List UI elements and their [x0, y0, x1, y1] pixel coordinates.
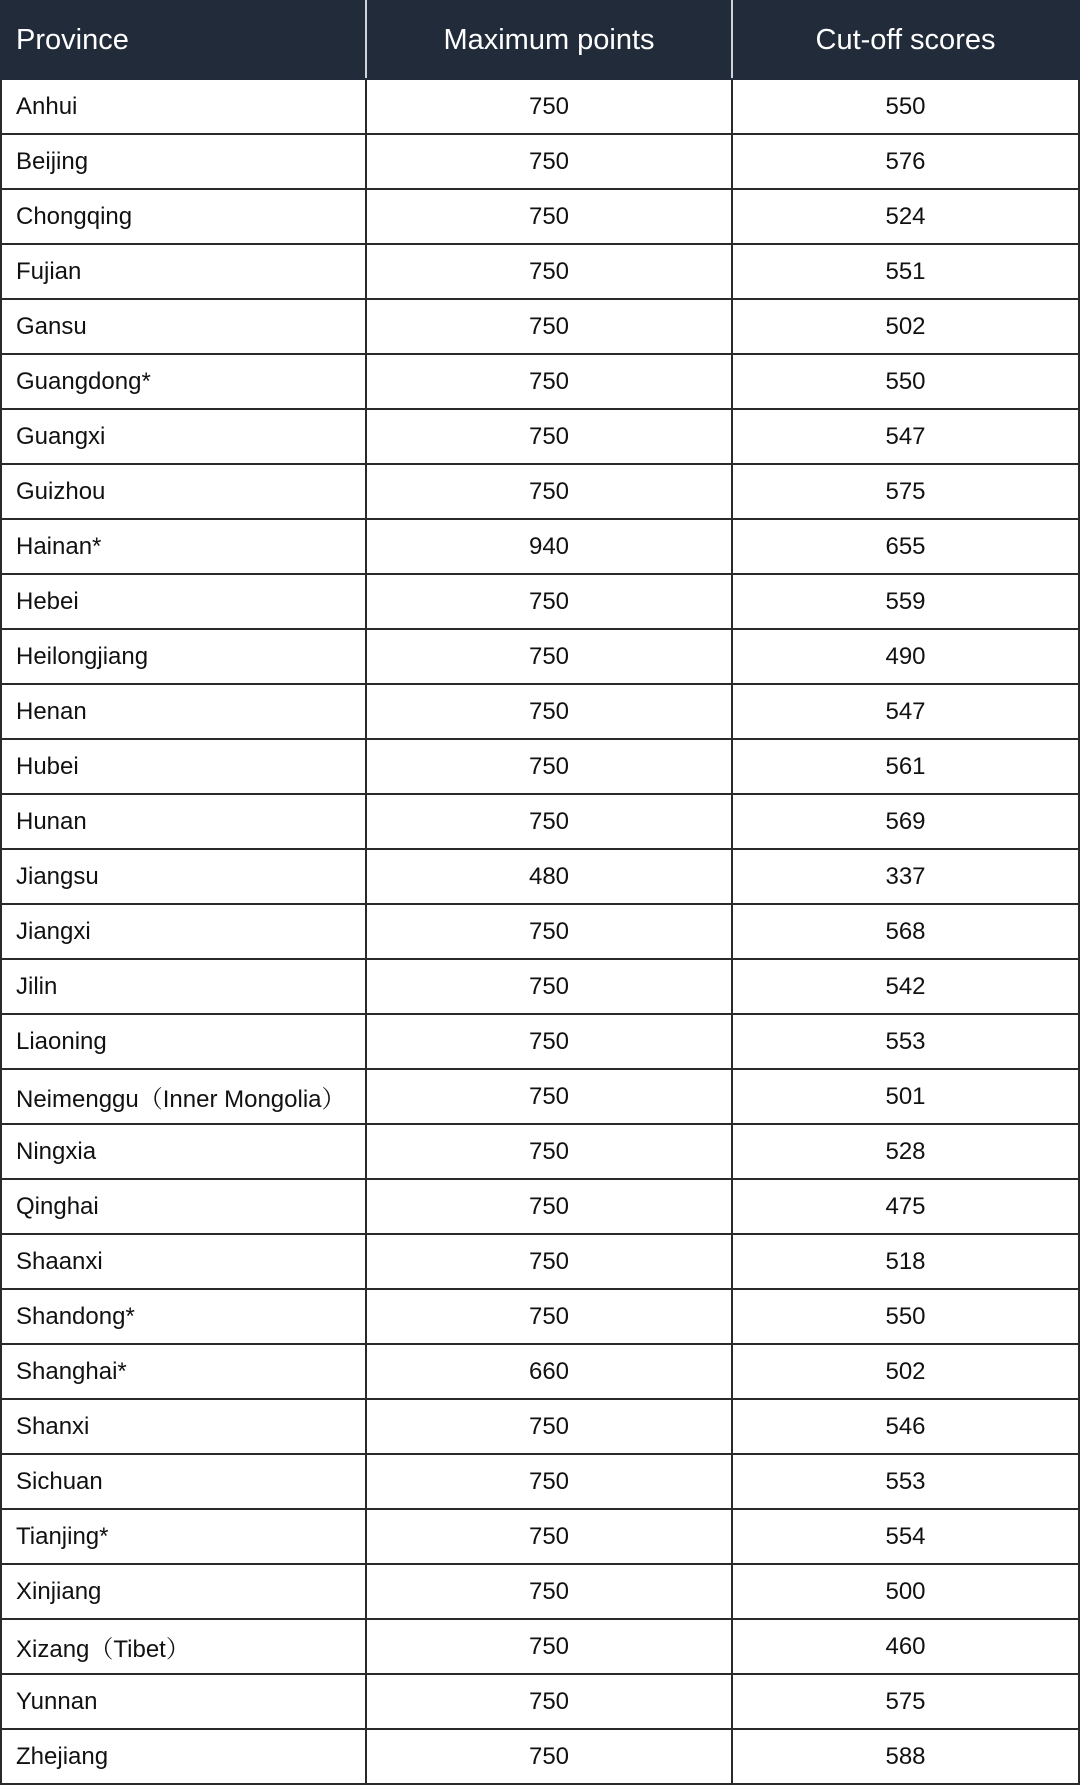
- maximum-points-cell: 750: [366, 79, 732, 134]
- province-cell: Hainan*: [1, 519, 366, 574]
- table-row: [1, 409, 1079, 464]
- table-row: [1, 849, 1079, 904]
- table-row: [1, 574, 1079, 629]
- cutoff-score-cell: 553: [732, 1014, 1079, 1069]
- province-cell: Chongqing: [1, 189, 366, 244]
- province-cell: Shanghai*: [1, 1344, 366, 1399]
- table-row: [1, 1454, 1079, 1509]
- table-row: [1, 684, 1079, 739]
- province-cell: Guangdong*: [1, 354, 366, 409]
- maximum-points-cell: 750: [366, 574, 732, 629]
- cutoff-score-cell: 569: [732, 794, 1079, 849]
- cutoff-score-cell: 490: [732, 629, 1079, 684]
- province-cell: Shaanxi: [1, 1234, 366, 1289]
- cutoff-score-cell: 524: [732, 189, 1079, 244]
- table-row: [1, 1564, 1079, 1619]
- header-province: Province: [1, 1, 366, 79]
- table-row: [1, 1234, 1079, 1289]
- province-cell: Tianjing*: [1, 1509, 366, 1564]
- maximum-points-cell: 660: [366, 1344, 732, 1399]
- province-cell: Jilin: [1, 959, 366, 1014]
- maximum-points-cell: 750: [366, 1729, 732, 1784]
- cutoff-score-cell: 588: [732, 1729, 1079, 1784]
- maximum-points-cell: 750: [366, 1234, 732, 1289]
- cutoff-score-cell: 568: [732, 904, 1079, 959]
- province-cell: Beijing: [1, 134, 366, 189]
- maximum-points-cell: 750: [366, 299, 732, 354]
- province-cell: Guangxi: [1, 409, 366, 464]
- cutoff-score-cell: 502: [732, 1344, 1079, 1399]
- cutoff-score-cell: 575: [732, 1674, 1079, 1729]
- cutoff-score-cell: 500: [732, 1564, 1079, 1619]
- table-row: [1, 1344, 1079, 1399]
- table-row: [1, 1399, 1079, 1454]
- province-cell: Jiangxi: [1, 904, 366, 959]
- cutoff-score-cell: 575: [732, 464, 1079, 519]
- maximum-points-cell: 940: [366, 519, 732, 574]
- cutoff-score-cell: 550: [732, 79, 1079, 134]
- table-row: [1, 299, 1079, 354]
- province-cell: Shandong*: [1, 1289, 366, 1344]
- province-cell: Qinghai: [1, 1179, 366, 1234]
- table-header: [1, 1, 1079, 79]
- cutoff-score-cell: 655: [732, 519, 1079, 574]
- cutoff-score-cell: 502: [732, 299, 1079, 354]
- maximum-points-cell: 750: [366, 1674, 732, 1729]
- cutoff-score-cell: 576: [732, 134, 1079, 189]
- table-row: [1, 1619, 1079, 1674]
- cutoff-score-cell: 561: [732, 739, 1079, 794]
- province-cell: Hebei: [1, 574, 366, 629]
- header-cutoff-scores: Cut-off scores: [732, 1, 1079, 79]
- maximum-points-cell: 750: [366, 1289, 732, 1344]
- maximum-points-cell: 750: [366, 959, 732, 1014]
- table-row: [1, 904, 1079, 959]
- province-cell: Jiangsu: [1, 849, 366, 904]
- table-row: [1, 959, 1079, 1014]
- cutoff-score-cell: 550: [732, 1289, 1079, 1344]
- table-row: [1, 1729, 1079, 1784]
- table-row: [1, 1069, 1079, 1124]
- maximum-points-cell: 750: [366, 904, 732, 959]
- cutoff-score-cell: 550: [732, 354, 1079, 409]
- cutoff-score-cell: 554: [732, 1509, 1079, 1564]
- province-cell: Sichuan: [1, 1454, 366, 1509]
- maximum-points-cell: 480: [366, 849, 732, 904]
- maximum-points-cell: 750: [366, 1454, 732, 1509]
- province-cell: Heilongjiang: [1, 629, 366, 684]
- cutoff-score-cell: 553: [732, 1454, 1079, 1509]
- cutoff-score-cell: 542: [732, 959, 1079, 1014]
- cutoff-score-cell: 528: [732, 1124, 1079, 1179]
- province-cell: Hubei: [1, 739, 366, 794]
- province-cell: Guizhou: [1, 464, 366, 519]
- maximum-points-cell: 750: [366, 409, 732, 464]
- maximum-points-cell: 750: [366, 1619, 732, 1674]
- cutoff-score-cell: 551: [732, 244, 1079, 299]
- table-row: [1, 189, 1079, 244]
- table-row: [1, 519, 1079, 574]
- maximum-points-cell: 750: [366, 1564, 732, 1619]
- province-cell: Xinjiang: [1, 1564, 366, 1619]
- province-cell: Ningxia: [1, 1124, 366, 1179]
- cutoff-score-cell: 460: [732, 1619, 1079, 1674]
- header-row: [1, 1, 1079, 79]
- cutoff-score-cell: 559: [732, 574, 1079, 629]
- cutoff-score-cell: 546: [732, 1399, 1079, 1454]
- table-row: [1, 794, 1079, 849]
- table-row: [1, 1674, 1079, 1729]
- province-cell: Hunan: [1, 794, 366, 849]
- table-row: [1, 739, 1079, 794]
- header-maximum-points: Maximum points: [366, 1, 732, 79]
- maximum-points-cell: 750: [366, 1399, 732, 1454]
- province-cell: Liaoning: [1, 1014, 366, 1069]
- province-cell: Yunnan: [1, 1674, 366, 1729]
- table-row: [1, 79, 1079, 134]
- province-cell: Anhui: [1, 79, 366, 134]
- table-row: [1, 1179, 1079, 1234]
- maximum-points-cell: 750: [366, 244, 732, 299]
- table-body: [1, 79, 1079, 1784]
- province-cell: Neimenggu（Inner Mongolia）: [1, 1069, 366, 1124]
- maximum-points-cell: 750: [366, 739, 732, 794]
- maximum-points-cell: 750: [366, 189, 732, 244]
- maximum-points-cell: 750: [366, 134, 732, 189]
- table-row: [1, 1509, 1079, 1564]
- maximum-points-cell: 750: [366, 1124, 732, 1179]
- maximum-points-cell: 750: [366, 1509, 732, 1564]
- table-row: [1, 1124, 1079, 1179]
- cutoff-score-cell: 475: [732, 1179, 1079, 1234]
- province-cell: Henan: [1, 684, 366, 739]
- province-cell: Zhejiang: [1, 1729, 366, 1784]
- province-cell: Xizang（Tibet）: [1, 1619, 366, 1674]
- maximum-points-cell: 750: [366, 464, 732, 519]
- table-row: [1, 244, 1079, 299]
- table-row: [1, 134, 1079, 189]
- table-row: [1, 1014, 1079, 1069]
- maximum-points-cell: 750: [366, 1014, 732, 1069]
- province-cell: Gansu: [1, 299, 366, 354]
- maximum-points-cell: 750: [366, 354, 732, 409]
- cutoff-score-cell: 547: [732, 409, 1079, 464]
- cutoff-score-cell: 518: [732, 1234, 1079, 1289]
- cutoff-score-cell: 547: [732, 684, 1079, 739]
- maximum-points-cell: 750: [366, 629, 732, 684]
- table-row: [1, 464, 1079, 519]
- cutoff-score-cell: 501: [732, 1069, 1079, 1124]
- province-cell: Fujian: [1, 244, 366, 299]
- province-cell: Shanxi: [1, 1399, 366, 1454]
- maximum-points-cell: 750: [366, 684, 732, 739]
- table-row: [1, 1289, 1079, 1344]
- maximum-points-cell: 750: [366, 794, 732, 849]
- table-row: [1, 354, 1079, 409]
- cutoff-score-cell: 337: [732, 849, 1079, 904]
- table-row: [1, 629, 1079, 684]
- maximum-points-cell: 750: [366, 1069, 732, 1124]
- maximum-points-cell: 750: [366, 1179, 732, 1234]
